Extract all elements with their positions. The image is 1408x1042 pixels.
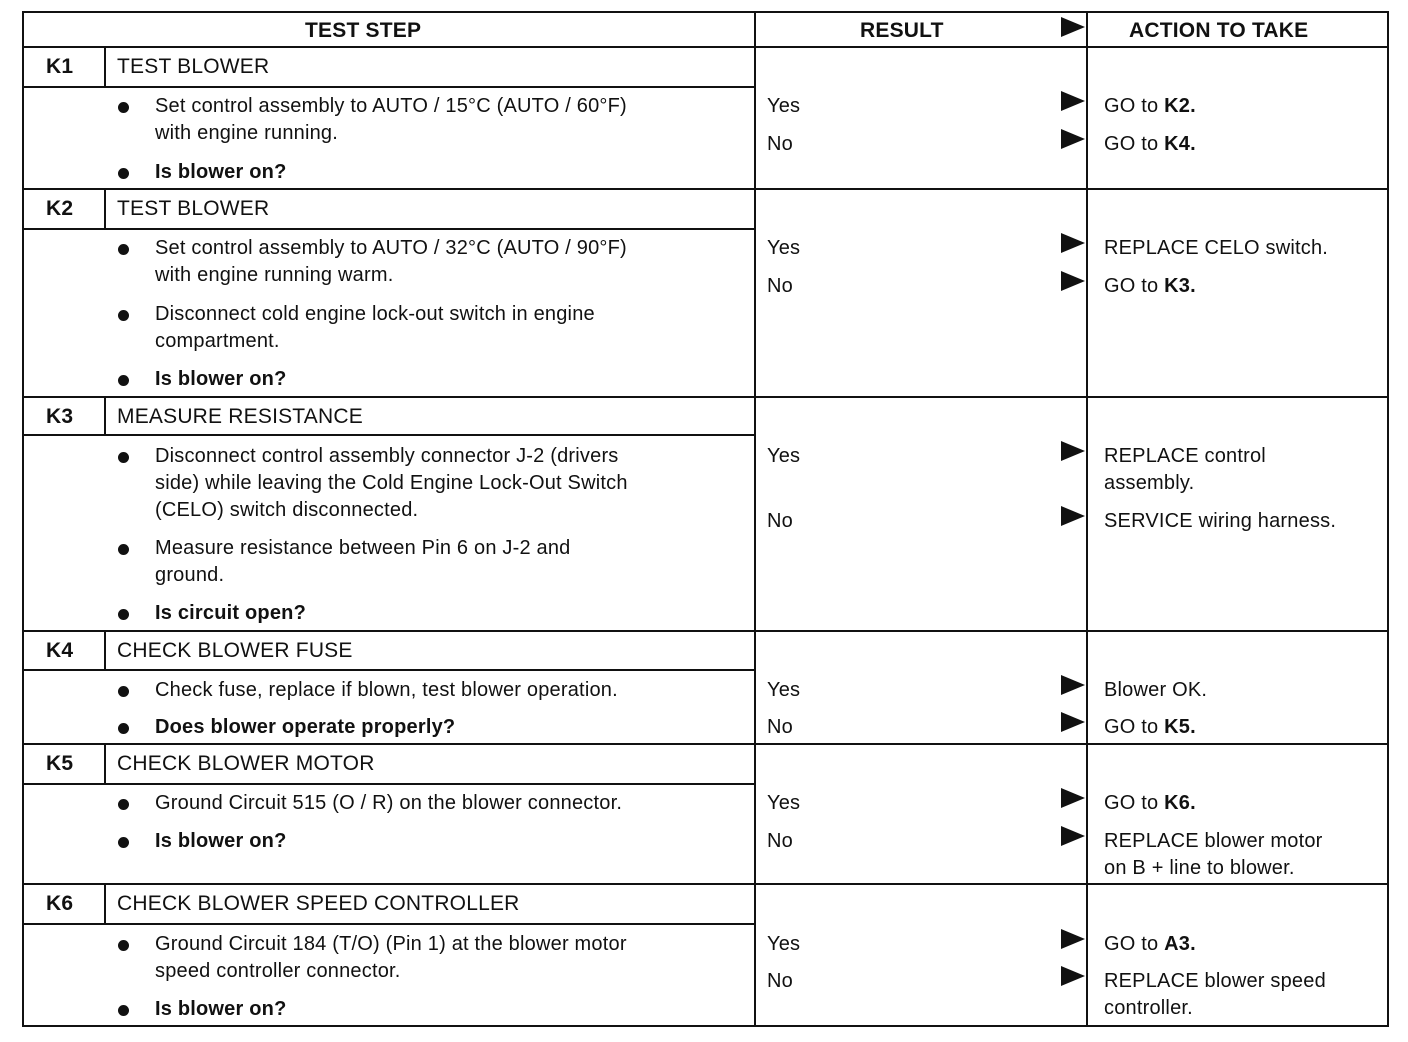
result-label: Yes bbox=[767, 95, 801, 117]
arrow-right-icon bbox=[1061, 966, 1085, 986]
bullet-text: Set control assembly to AUTO / 15°C (AUTO / 60°F) bbox=[155, 95, 627, 117]
bullet-icon bbox=[118, 102, 129, 113]
bullet-text: compartment. bbox=[155, 330, 280, 352]
action-text bbox=[1104, 995, 1193, 1022]
arrow-right-icon bbox=[1061, 712, 1085, 732]
action-text bbox=[1104, 273, 1196, 300]
bullet-text: with engine running. bbox=[155, 122, 339, 144]
result-label: No bbox=[767, 970, 793, 992]
action-target-step: K2. bbox=[1164, 95, 1196, 117]
action-text-segment: GO to bbox=[1104, 133, 1165, 155]
bullet-icon bbox=[118, 244, 129, 255]
arrow-right-icon bbox=[1061, 91, 1085, 111]
action-text-segment: REPLACE blower speed bbox=[1104, 970, 1326, 992]
step-id: K1 bbox=[46, 55, 74, 78]
action-target-step: K4. bbox=[1164, 133, 1196, 155]
result-label: No bbox=[767, 133, 793, 155]
bullet-icon bbox=[118, 1005, 129, 1016]
action-text bbox=[1104, 93, 1196, 120]
bullet-icon bbox=[118, 310, 129, 321]
bullet-icon bbox=[118, 452, 129, 463]
bullet-icon bbox=[118, 799, 129, 810]
bullet-text: Disconnect cold engine lock-out switch in engine bbox=[155, 303, 595, 325]
action-text bbox=[1104, 790, 1196, 817]
bullet-text: Is blower on? bbox=[155, 830, 287, 852]
action-text-segment: REPLACE CELO switch. bbox=[1104, 237, 1329, 259]
bullet-text: Disconnect control assembly connector J-2 (drivers bbox=[155, 445, 619, 467]
step-title: CHECK BLOWER FUSE bbox=[117, 639, 353, 662]
action-text bbox=[1104, 131, 1196, 158]
action-text bbox=[1104, 855, 1295, 882]
action-text-segment: assembly. bbox=[1104, 472, 1195, 494]
result-label: Yes bbox=[767, 237, 801, 259]
step-id: K4 bbox=[46, 639, 74, 662]
action-target-step: A3. bbox=[1164, 933, 1196, 955]
step-id: K3 bbox=[46, 405, 74, 428]
arrow-right-icon bbox=[1061, 271, 1085, 291]
action-text-segment: REPLACE control bbox=[1104, 445, 1266, 467]
action-text-segment: controller. bbox=[1104, 997, 1193, 1019]
action-text bbox=[1104, 508, 1336, 535]
action-text bbox=[1104, 443, 1266, 470]
arrow-right-icon bbox=[1061, 129, 1085, 149]
bullet-text: with engine running warm. bbox=[155, 264, 394, 286]
arrow-right-icon bbox=[1061, 826, 1085, 846]
bullet-text: speed controller connector. bbox=[155, 960, 401, 982]
arrow-right-icon bbox=[1061, 506, 1085, 526]
header-action-to-take: ACTION TO TAKE bbox=[1129, 19, 1309, 42]
bullet-text: Does blower operate properly? bbox=[155, 716, 456, 738]
action-text bbox=[1104, 677, 1207, 704]
step-title: CHECK BLOWER SPEED CONTROLLER bbox=[117, 892, 520, 915]
result-label: Yes bbox=[767, 933, 801, 955]
result-label: Yes bbox=[767, 445, 801, 467]
action-target-step: K6. bbox=[1164, 792, 1196, 814]
bullet-text: Check fuse, replace if blown, test blower operation. bbox=[155, 679, 618, 701]
bullet-text: Measure resistance between Pin 6 on J-2 and bbox=[155, 537, 571, 559]
action-target-step: K5. bbox=[1164, 716, 1196, 738]
step-title: MEASURE RESISTANCE bbox=[117, 405, 363, 428]
action-text-segment: GO to bbox=[1104, 275, 1165, 297]
step-id: K2 bbox=[46, 197, 74, 220]
result-label: No bbox=[767, 510, 793, 532]
arrow-right-icon bbox=[1061, 675, 1085, 695]
arrow-right-icon bbox=[1061, 929, 1085, 949]
bullet-text: Is blower on? bbox=[155, 998, 287, 1020]
step-id: K6 bbox=[46, 892, 74, 915]
header-result: RESULT bbox=[860, 19, 944, 42]
bullet-icon bbox=[118, 940, 129, 951]
bullet-text: ground. bbox=[155, 564, 225, 586]
step-title: TEST BLOWER bbox=[117, 197, 270, 220]
action-target-step: K3. bbox=[1164, 275, 1196, 297]
action-text bbox=[1104, 235, 1328, 262]
action-text-segment: REPLACE blower motor bbox=[1104, 830, 1323, 852]
action-text-segment: GO to bbox=[1104, 933, 1165, 955]
action-text-segment: GO to bbox=[1104, 792, 1165, 814]
bullet-text: Ground Circuit 184 (T/O) (Pin 1) at the blower motor bbox=[155, 933, 627, 955]
action-text-segment: Blower OK. bbox=[1104, 679, 1208, 701]
bullet-icon bbox=[118, 544, 129, 555]
action-text bbox=[1104, 470, 1194, 497]
bullet-text: Ground Circuit 515 (O / R) on the blower connector. bbox=[155, 792, 623, 814]
result-label: No bbox=[767, 716, 793, 738]
bullet-text: Set control assembly to AUTO / 32°C (AUTO / 90°F) bbox=[155, 237, 627, 259]
action-text-segment: on B + line to blower. bbox=[1104, 857, 1295, 879]
result-label: No bbox=[767, 830, 793, 852]
bullet-text: Is blower on? bbox=[155, 161, 287, 183]
bullet-icon bbox=[118, 609, 129, 620]
action-text bbox=[1104, 931, 1196, 958]
result-label: Yes bbox=[767, 679, 801, 701]
bullet-text: Is blower on? bbox=[155, 368, 287, 390]
action-text bbox=[1104, 714, 1196, 741]
header-test-step: TEST STEP bbox=[305, 19, 422, 42]
arrow-right-icon bbox=[1061, 441, 1085, 461]
action-text-segment: GO to bbox=[1104, 716, 1165, 738]
diagnostic-table bbox=[22, 11, 1389, 1027]
bullet-icon bbox=[118, 375, 129, 386]
result-label: Yes bbox=[767, 792, 801, 814]
arrow-right-icon bbox=[1061, 233, 1085, 253]
bullet-text: Is circuit open? bbox=[155, 602, 307, 624]
bullet-icon bbox=[118, 723, 129, 734]
action-text-segment: SERVICE wiring harness. bbox=[1104, 510, 1337, 532]
bullet-text: side) while leaving the Cold Engine Lock-Out Switch bbox=[155, 472, 628, 494]
header-arrow-icon bbox=[1061, 17, 1085, 37]
result-label: No bbox=[767, 275, 793, 297]
bullet-text: (CELO) switch disconnected. bbox=[155, 499, 419, 521]
bullet-icon bbox=[118, 686, 129, 697]
action-text-segment: GO to bbox=[1104, 95, 1165, 117]
step-title: TEST BLOWER bbox=[117, 55, 270, 78]
step-id: K5 bbox=[46, 752, 74, 775]
bullet-icon bbox=[118, 837, 129, 848]
step-title: CHECK BLOWER MOTOR bbox=[117, 752, 375, 775]
arrow-right-icon bbox=[1061, 788, 1085, 808]
action-text bbox=[1104, 828, 1323, 855]
bullet-icon bbox=[118, 168, 129, 179]
action-text bbox=[1104, 968, 1326, 995]
